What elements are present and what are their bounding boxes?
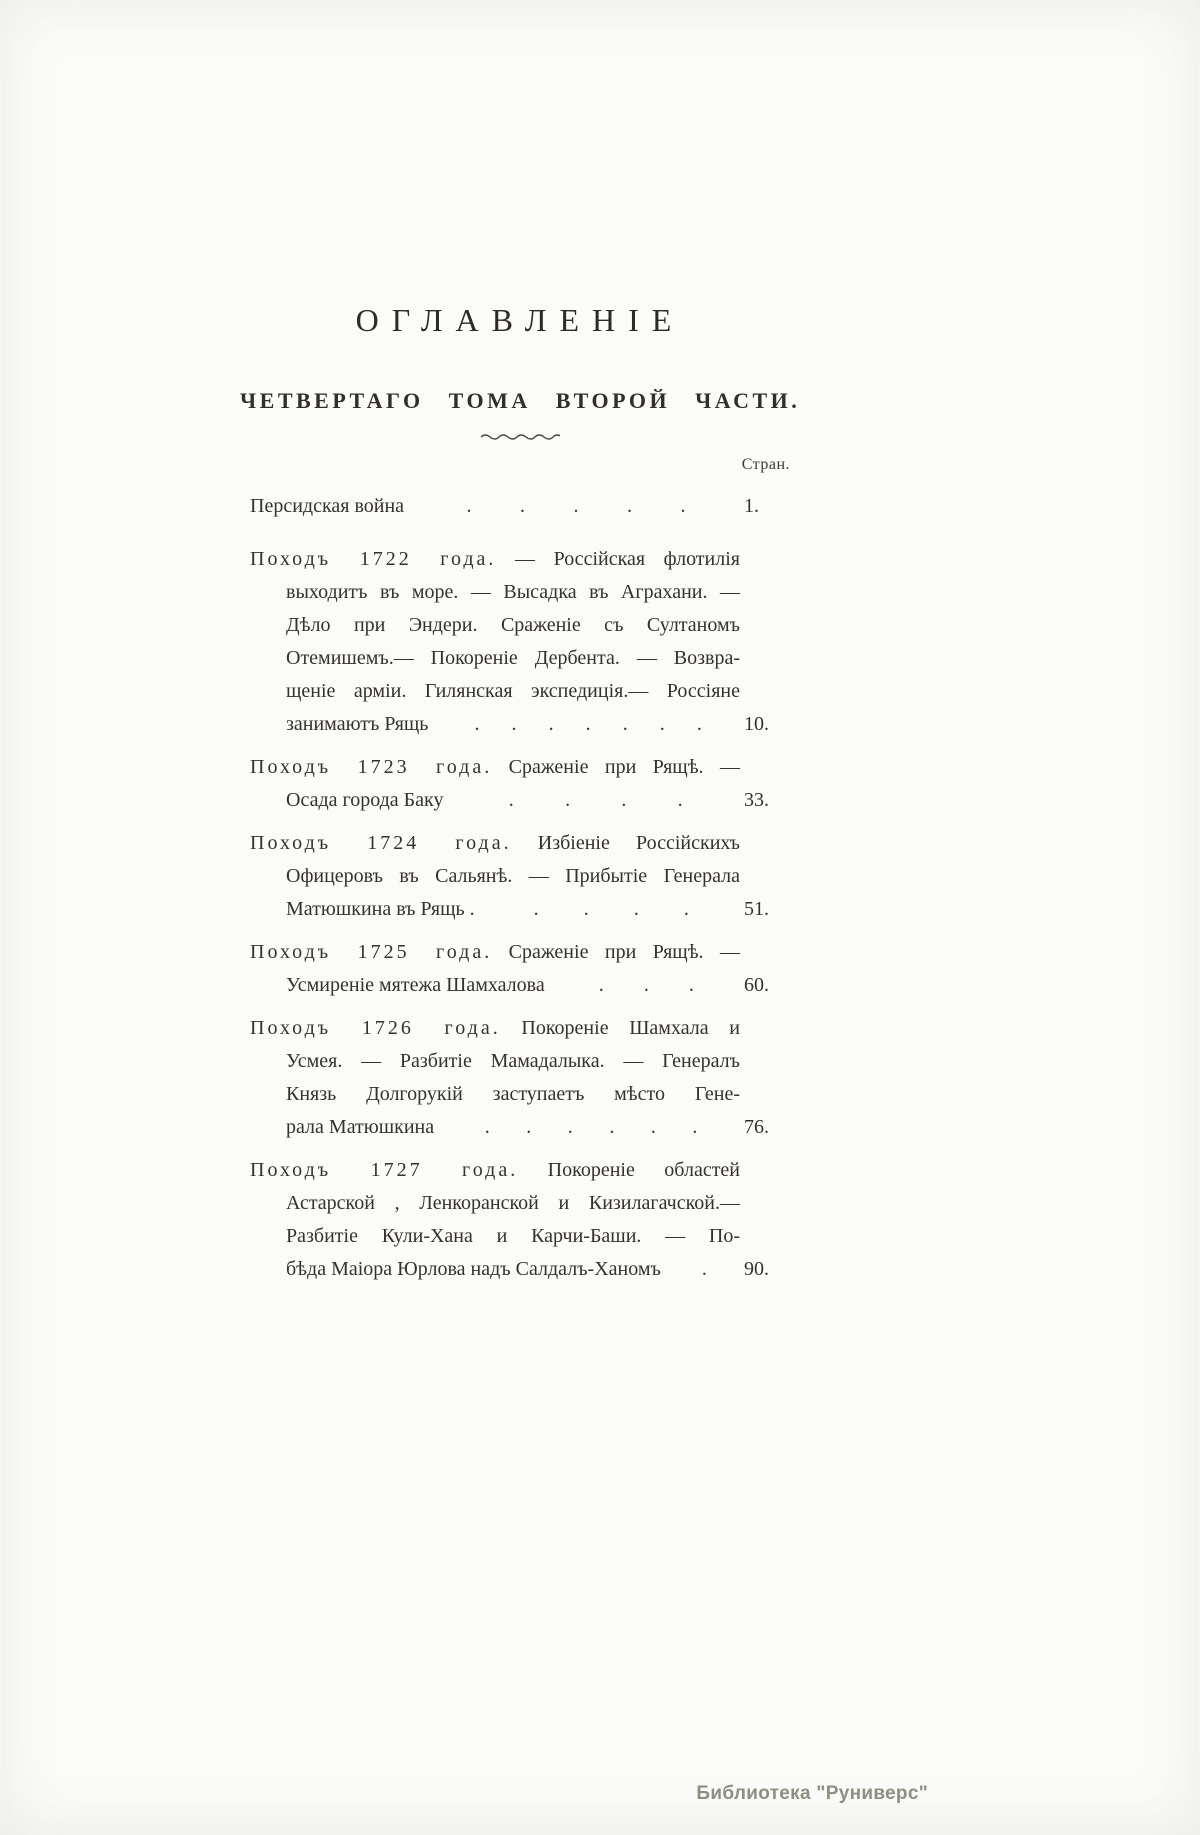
toc-entry-text: Персидская война [250,495,405,517]
page-number: 33. [744,789,769,811]
page-number: 1. [744,495,759,517]
toc-line: щеніе арміи. Гилянская экспедиція.— Россіяне [286,680,740,702]
toc-line: Князь Долгорукій заступаетъ мѣсто Гене- [286,1083,740,1105]
toc-entry [250,936,790,1002]
pages-column-header: Стран. [741,456,790,473]
toc-line [250,708,790,741]
toc-line [250,893,790,926]
toc-lead: Походъ 1722 года. [250,548,497,570]
toc-line: Отемишемъ.— Покореніе Дербента. — Возвра- [286,647,740,669]
toc-lead: Походъ 1724 года. [250,832,512,854]
toc-lead: Походъ 1723 года. [250,756,493,778]
toc-line: Дѣло при Эндери. Сраженіе съ Султаномъ [286,614,740,636]
toc-line: выходитъ въ море. — Высадка въ Аграхани. — [286,581,740,603]
page-number: 10. [744,713,769,735]
dot-leader: . . . . . . [484,1116,698,1138]
toc-entry [250,1012,790,1144]
toc-entry [250,543,790,741]
dot-leader: . . . . [508,789,683,811]
toc-entry-text: рала Матюшкина [286,1116,435,1138]
page-number: 51. [744,898,769,920]
toc-entry-text: Усмиреніе мятежа Шамхалова [286,974,545,996]
toc-line [250,490,790,523]
toc-entry-text: Матюшкина въ Рящь . [286,898,475,920]
toc-entry-text: занимаютъ Рящь [286,713,429,735]
toc-line [250,784,790,817]
dot-leader: . . . . . [466,495,686,517]
dot-leader: . . . . . . . [474,713,702,735]
toc-line: Походъ 1727 года. Покореніе областей [250,1159,741,1181]
decorative-rule [480,432,560,442]
toc-line: Походъ 1724 года. Избіеніе Россійскихъ [250,832,741,854]
page-number: 76. [744,1116,769,1138]
toc-line [250,1253,790,1286]
page-number: 90. [744,1258,769,1280]
toc-line: Усмея. — Разбитіе Мамадалыка. — Генералъ [286,1050,740,1072]
toc-line: Походъ 1725 года. Сраженіе при Рящѣ. — [250,941,741,963]
page-subtitle: ЧЕТВЕРТАГО ТОМА ВТОРОЙ ЧАСТИ. [240,388,801,413]
toc-list [250,490,790,1296]
toc-line: Офицеровъ въ Сальянѣ. — Прибытіе Генерала [286,865,740,887]
toc-line: Астарской , Ленкоранской и Кизилагачской.— [286,1192,740,1214]
toc-line: Разбитіе Кули-Хана и Карчи-Баши. — По- [286,1225,740,1247]
toc-lead: Походъ 1726 года. [250,1017,501,1039]
toc-line: Походъ 1723 года. Сраженіе при Рящѣ. — [250,756,741,778]
toc-entry-text: Осада города Баку [286,789,444,811]
toc-lead: Походъ 1725 года. [250,941,493,963]
toc-entry [250,1154,790,1286]
toc-line [250,969,790,1002]
toc-entry [250,827,790,926]
page-number: 60. [744,974,769,996]
toc-line [250,1111,790,1144]
toc-entry [250,490,790,523]
toc-lead: Походъ 1727 года. [250,1159,519,1181]
dot-leader: . . . . [533,898,689,920]
dot-leader: . [701,1258,707,1280]
dot-leader: . . . [598,974,694,996]
toc-line: Походъ 1722 года. — Россійская флотилія [250,548,740,570]
toc-entry [250,751,790,817]
toc-entry-text: бѣда Маіора Юрлова надъ Салдалъ-Ханомъ [286,1258,661,1280]
toc-line: Походъ 1726 года. Покореніе Шамхала и [250,1017,741,1039]
watermark: Библиотека "Руниверс" [696,1783,928,1804]
page-title: ОГЛАВЛЕНІЕ [355,302,685,338]
